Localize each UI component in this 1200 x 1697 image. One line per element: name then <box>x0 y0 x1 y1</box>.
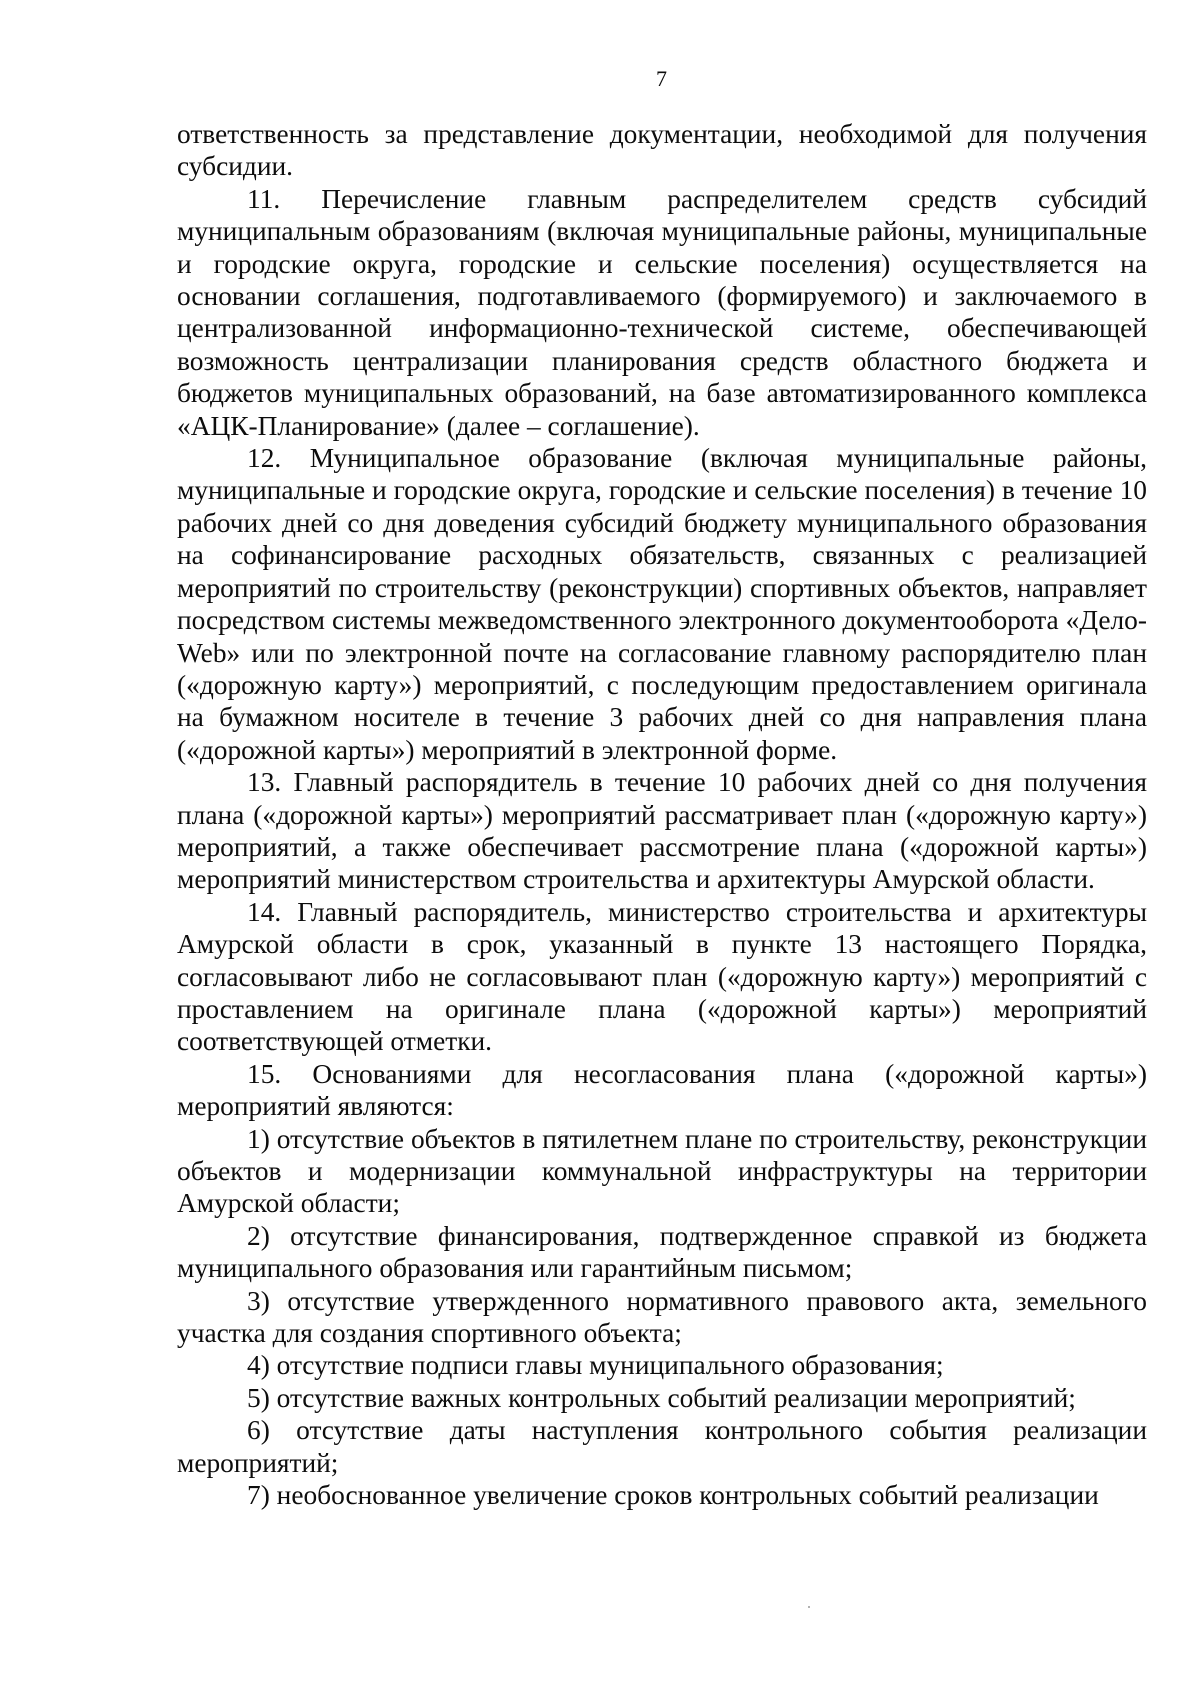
paragraph-continuation: ответственность за представление документации, необходимой для получения субсидии. <box>177 119 1147 182</box>
list-item-2: 2) отсутствие финансирования, подтвержденное справкой из бюджета муниципального образования или гарантийным письмом; <box>177 1220 1147 1284</box>
list-item-1: 1) отсутствие объектов в пятилетнем плане по строительству, реконструкции объектов и модернизации коммунальной инфраструктуры на территории Амурской области; <box>177 1123 1147 1219</box>
page-number: 7 <box>656 66 667 91</box>
paragraph-13: 13. Главный распорядитель в течение 10 рабочих дней со дня получения плана («дорожной карты») мероприятий рассматривает план («дорожную карту») мероприятий, а также обеспечивает рассмотрение плана («дорожной карты») мероприятий министерством строительства и архитектуры Амурской области. <box>177 767 1147 895</box>
scan-speck <box>808 1606 810 1608</box>
list-item-4: 4) отсутствие подписи главы муниципального образования; <box>247 1350 944 1381</box>
paragraph-14: 14. Главный распорядитель, министерство строительства и архитектуры Амурской области в срок, указанный в пункте 13 настоящего Порядка, согласовывают либо не согласовывают план («дорожную карту») мероприятий с проставлением на оригинале плана («дорожной карты») мероприятий соответствующей отметки. <box>177 896 1147 1057</box>
list-item-3: 3) отсутствие утвержденного нормативного правового акта, земельного участка для создания спортивного объекта; <box>177 1285 1147 1349</box>
paragraph-15: 15. Основаниями для несогласования плана («дорожной карты») мероприятий являются: <box>177 1058 1147 1122</box>
list-item-7: 7) необоснованное увеличение сроков контрольных событий реализации <box>247 1480 1099 1511</box>
paragraph-12: 12. Муниципальное образование (включая муниципальные районы, муниципальные и городские округа, городские и сельские поселения) в течение 10 рабочих дней со дня доведения субсидий бюджету муниципального образования на софинансирование расходных обязательств, связанных с реализацией мероприятий по строительству (реконструкции) спортивных объектов, направляет посредством системы межведомственного электронного документооборота «Дело-Web» или по электронной почте на согласование главному распорядителю план («дорожную карту») мероприятий, с последующим предоставлением оригинала на бумажном носителе в течение 3 рабочих дней со дня направления плана («дорожной карты») мероприятий в электронной форме. <box>177 443 1147 765</box>
document-body <box>177 118 1147 1511</box>
list-item-5: 5) отсутствие важных контрольных событий реализации мероприятий; <box>247 1382 1076 1413</box>
list-item-6: 6) отсутствие даты наступления контрольного события реализации мероприятий; <box>177 1415 1147 1478</box>
paragraph-11: 11. Перечисление главным распределителем средств субсидий муниципальным образованиям (включая муниципальные районы, муниципальные и городские округа, городские и сельские поселения) осуществляется на основании соглашения, подготавливаемого (формируемого) и заключаемого в централизованной информационно-технической системе, обеспечивающей возможность централизации планирования средств областного бюджета и бюджетов муниципальных образований, на базе автоматизированного комплекса «АЦК-Планирование» (далее – соглашение). <box>177 183 1147 441</box>
